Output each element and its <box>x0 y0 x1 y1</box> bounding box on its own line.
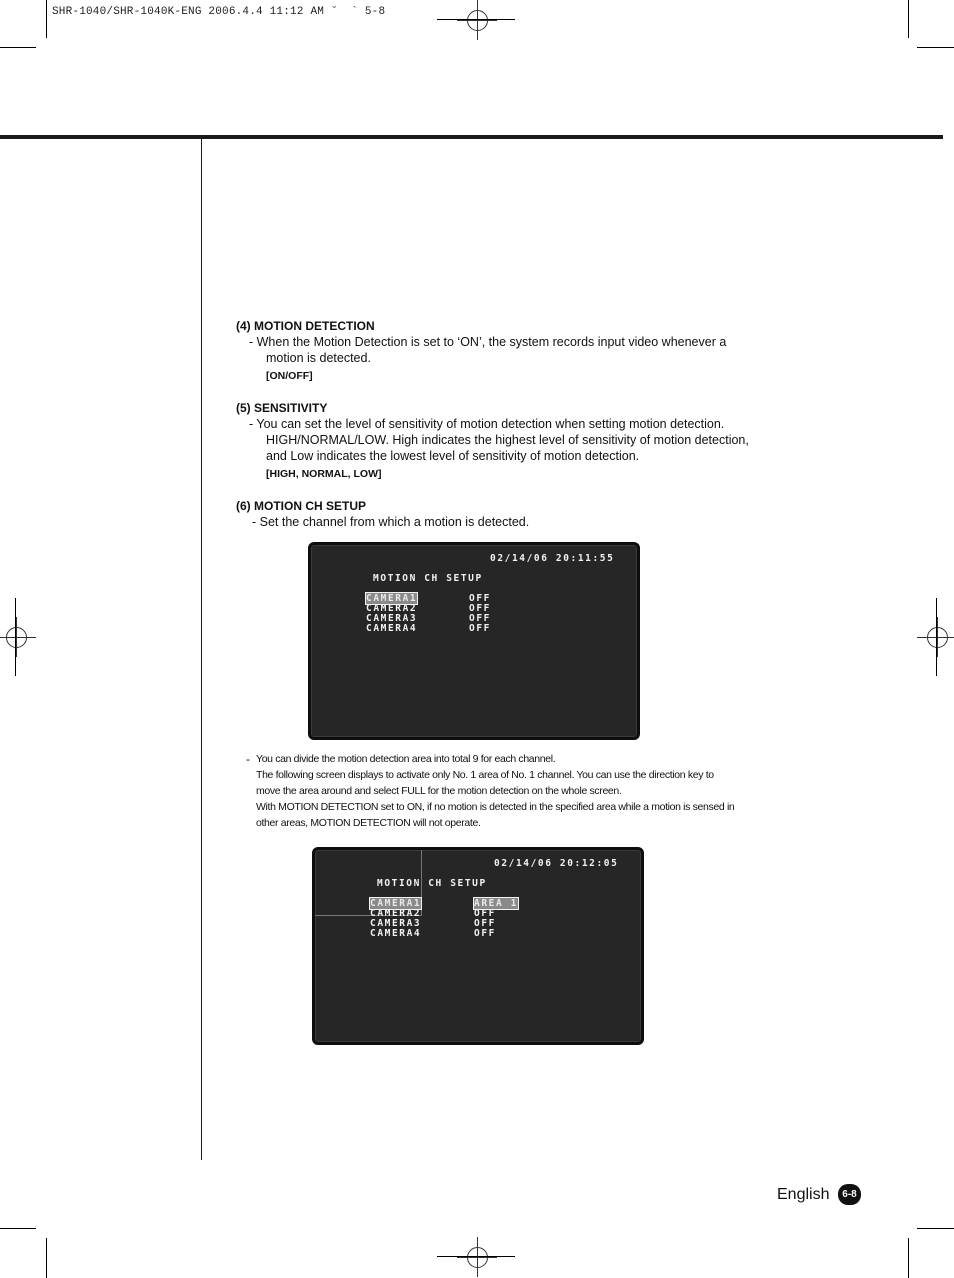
camera-label[interactable]: CAMERA2 <box>366 603 418 614</box>
camera-value[interactable]: OFF <box>469 613 491 624</box>
section-text: - Set the channel from which a motion is detected. <box>252 515 530 529</box>
camera-label[interactable]: CAMERA3 <box>366 613 418 624</box>
camera-value[interactable]: OFF <box>474 918 496 929</box>
screen-title: MOTION CH SETUP <box>377 878 487 889</box>
section-options: [ON/OFF] <box>266 370 313 382</box>
motion-ch-setup-screen-2 <box>312 847 644 1045</box>
motion-ch-setup-screen-1 <box>308 542 640 740</box>
crop-mark <box>0 47 36 48</box>
screen-title: MOTION CH SETUP <box>373 573 483 584</box>
camera-label[interactable]: CAMERA3 <box>370 918 422 929</box>
note-line: The following screen displays to activate only No. 1 area of No. 1 channel. You can use the direction key to <box>256 769 714 781</box>
crop-mark <box>46 1238 47 1278</box>
camera-value[interactable]: OFF <box>474 928 496 939</box>
crop-mark <box>908 1238 909 1278</box>
section-text: motion is detected. <box>266 351 371 365</box>
camera-value[interactable]: OFF <box>469 593 491 604</box>
camera-label[interactable]: CAMERA2 <box>370 908 422 919</box>
note-line: other areas, MOTION DETECTION will not operate. <box>256 817 481 829</box>
crop-mark <box>917 1228 954 1229</box>
page-number-badge: 6-8 <box>838 1184 861 1205</box>
section-text: - You can set the level of sensitivity of motion detection when setting motion detection. <box>249 417 725 431</box>
side-rule <box>201 139 202 1160</box>
registration-line <box>15 598 16 676</box>
crop-mark <box>908 0 909 38</box>
camera-label[interactable]: CAMERA4 <box>366 623 418 634</box>
camera-value[interactable]: OFF <box>469 623 491 634</box>
section-title: (5) SENSITIVITY <box>236 401 328 415</box>
registration-mark-top <box>457 0 497 40</box>
crop-mark <box>0 1228 36 1229</box>
section-title: (4) MOTION DETECTION <box>236 319 375 333</box>
section-options: [HIGH, NORMAL, LOW] <box>266 468 382 480</box>
area-note <box>246 751 776 831</box>
top-rule <box>0 135 943 139</box>
section-title: (6) MOTION CH SETUP <box>236 499 367 513</box>
note-line: You can divide the motion detection area into total 9 for each channel. <box>256 753 556 765</box>
camera-label-selected[interactable]: CAMERA1 <box>370 898 422 909</box>
registration-mark-bottom <box>457 1237 497 1277</box>
crop-mark <box>917 47 954 48</box>
print-header: SHR-1040/SHR-1040K-ENG 2006.4.4 11:12 AM ˘ ` 5-8 <box>52 6 386 18</box>
note-line: With MOTION DETECTION set to ON, if no motion is detected in the specified area while a motion is sensed in <box>256 801 735 813</box>
crop-mark <box>46 0 47 38</box>
registration-line <box>437 19 515 20</box>
camera-label-selected[interactable]: CAMERA1 <box>366 593 418 604</box>
camera-value[interactable]: OFF <box>474 908 496 919</box>
registration-line <box>437 1256 515 1257</box>
camera-value[interactable]: OFF <box>469 603 491 614</box>
note-dash: - <box>246 752 250 766</box>
registration-line <box>936 598 937 676</box>
section-text: and Low indicates the lowest level of sensitivity of motion detection. <box>266 449 640 463</box>
registration-mark-left <box>0 617 36 657</box>
screen-datetime: 02/14/06 20:11:55 <box>490 553 615 564</box>
camera-value-selected[interactable]: AREA 1 <box>474 898 518 909</box>
section-text: HIGH/NORMAL/LOW. High indicates the highest level of sensitivity of motion detection, <box>266 433 749 447</box>
camera-label[interactable]: CAMERA4 <box>370 928 422 939</box>
screen-datetime: 02/14/06 20:12:05 <box>494 858 619 869</box>
note-line: move the area around and select FULL for the motion detection on the whole screen. <box>256 785 622 797</box>
footer-language: English <box>777 1186 830 1203</box>
content <box>236 318 796 530</box>
section-text: - When the Motion Detection is set to ‘ON’, the system records input video whenever a <box>249 335 727 349</box>
